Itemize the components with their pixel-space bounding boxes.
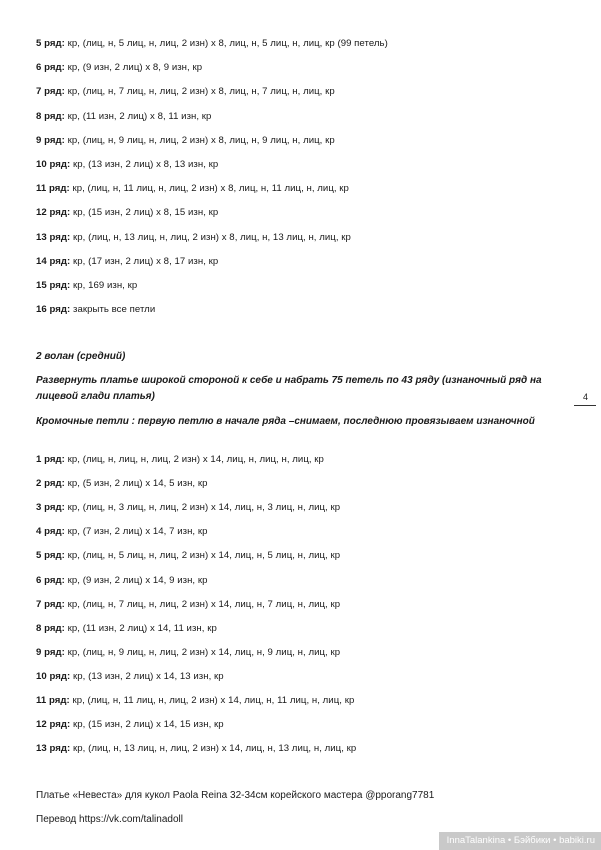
pattern-row (36, 135, 335, 147)
footer-translation[interactable]: Перевод https://vk.com/talinadoll (36, 814, 183, 825)
row-instructions: кр, (13 изн, 2 лиц) х 14, 13 изн, кр (70, 670, 224, 682)
pattern-row (36, 695, 354, 707)
pattern-row (36, 623, 217, 635)
row-label: 11 ряд: (36, 183, 70, 195)
row-label: 11 ряд: (36, 695, 70, 706)
pattern-row (36, 550, 340, 562)
row-label: 5 ряд: (36, 550, 65, 562)
row-label: 10 ряд: (36, 670, 71, 682)
row-label: 15 ряд: (36, 280, 71, 291)
pattern-row (36, 159, 218, 171)
row-label: 8 ряд: (36, 622, 65, 634)
pattern-row (36, 647, 340, 659)
pattern-row (36, 280, 137, 292)
watermark: InnaTalankina • Бэйбики • babiki.ru (439, 832, 601, 850)
footer-credit: Платье «Невеста» для кукол Paola Reina 32-34см корейского мастера @pporang7781 (36, 790, 435, 801)
section2-instruction: Развернуть платье широкой стороной к себе и набрать 75 петель по 43 ряду (изнаночный ряд на лицевой глади платья) (36, 375, 542, 402)
row-label: 10 ряд: (36, 159, 71, 170)
row-instructions: кр, (17 изн, 2 лиц) х 8, 17 изн, кр (70, 255, 219, 267)
pattern-row (36, 183, 349, 195)
pattern-row (36, 526, 207, 538)
row-label: 13 ряд: (36, 743, 71, 755)
row-label: 9 ряд: (36, 134, 65, 146)
row-label: 12 ряд: (36, 719, 71, 731)
row-instructions: кр, (9 изн, 2 лиц) х 14, 9 изн, кр (64, 574, 208, 586)
row-label: 9 ряд: (36, 646, 65, 658)
pattern-row (36, 38, 388, 50)
row-instructions: кр, 169 изн, кр (70, 280, 138, 291)
page-number: 4 (583, 392, 589, 402)
row-instructions: кр, (лиц, н, 7 лиц, н, лиц, 2 изн) х 8, лиц, н, 7 лиц, н, лиц, кр (64, 86, 335, 98)
pattern-row (36, 86, 335, 98)
row-instructions: кр, (9 изн, 2 лиц) х 8, 9 изн, кр (64, 62, 203, 74)
row-label: 6 ряд: (36, 574, 65, 586)
row-instructions: кр, (15 изн, 2 лиц) х 14, 15 изн, кр (70, 719, 224, 731)
pattern-row (36, 478, 207, 490)
pattern-row (36, 599, 340, 611)
row-instructions: кр, (15 изн, 2 лиц) х 8, 15 изн, кр (70, 207, 219, 219)
pattern-row (36, 232, 351, 244)
pattern-row (36, 256, 218, 268)
row-label: 12 ряд: (36, 207, 71, 219)
pattern-row (36, 743, 356, 755)
row-instructions: кр, (лиц, н, 13 лиц, н, лиц, 2 изн) х 14, лиц, н, 13 лиц, н, лиц, кр (70, 743, 357, 755)
row-instructions: кр, (13 изн, 2 лиц) х 8, 13 изн, кр (70, 159, 219, 170)
row-instructions: кр, (лиц, н, 9 лиц, н, лиц, 2 изн) х 14, лиц, н, 9 лиц, н, лиц, кр (64, 646, 341, 658)
pattern-row (36, 719, 224, 731)
pattern-row (36, 62, 202, 74)
row-instructions: кр, (лиц, н, 9 лиц, н, лиц, 2 изн) х 8, лиц, н, 9 лиц, н, лиц, кр (64, 134, 335, 146)
section2-heading: 2 волан (средний) (36, 351, 126, 362)
pattern-row (36, 304, 155, 316)
row-instructions: кр, (лиц, н, 11 лиц, н, лиц, 2 изн) х 14, лиц, н, 11 лиц, н, лиц, кр (69, 695, 355, 706)
row-label: 13 ряд: (36, 231, 71, 243)
row-instructions: кр, (лиц, н, 5 лиц, н, лиц, 2 изн) х 8, лиц, н, 5 лиц, н, лиц, кр (99 петель) (64, 38, 388, 49)
row-label: 6 ряд: (36, 62, 65, 74)
pattern-row (36, 111, 211, 123)
row-label: 16 ряд: (36, 304, 71, 316)
pattern-row (36, 575, 207, 587)
row-label: 4 ряд: (36, 526, 65, 538)
row-instructions: кр, (5 изн, 2 лиц) х 14, 5 изн, кр (64, 478, 208, 490)
pattern-row (36, 207, 218, 219)
row-instructions: кр, (лиц, н, 5 лиц, н, лиц, 2 изн) х 14, лиц, н, 5 лиц, н, лиц, кр (64, 550, 341, 562)
row-label: 7 ряд: (36, 598, 65, 610)
section2-edge-note: Кромочные петли : первую петлю в начале ряда –снимаем, последнюю провязываем изнаночной (36, 416, 535, 427)
row-label: 3 ряд: (36, 502, 65, 514)
row-instructions: кр, (лиц, н, 13 лиц, н, лиц, 2 изн) х 8, лиц, н, 13 лиц, н, лиц, кр (70, 231, 351, 243)
row-label: 8 ряд: (36, 110, 65, 122)
pattern-row (36, 454, 324, 466)
row-instructions: кр, (7 изн, 2 лиц) х 14, 7 изн, кр (64, 526, 208, 538)
row-label: 5 ряд: (36, 38, 65, 49)
row-instructions: кр, (11 изн, 2 лиц) х 8, 11 изн, кр (64, 110, 212, 122)
row-label: 7 ряд: (36, 86, 65, 98)
row-instructions: кр, (лиц, н, 7 лиц, н, лиц, 2 изн) х 14, лиц, н, 7 лиц, н, лиц, кр (64, 598, 341, 610)
row-instructions: кр, (лиц, н, лиц, н, лиц, 2 изн) х 14, лиц, н, лиц, н, лиц, кр (64, 454, 324, 465)
row-instructions: кр, (лиц, н, 11 лиц, н, лиц, 2 изн) х 8, лиц, н, 11 лиц, н, лиц, кр (69, 183, 349, 195)
row-label: 14 ряд: (36, 255, 71, 267)
row-label: 1 ряд: (36, 454, 65, 465)
row-instructions: кр, (11 изн, 2 лиц) х 14, 11 изн, кр (64, 622, 217, 634)
row-instructions: кр, (лиц, н, 3 лиц, н, лиц, 2 изн) х 14, лиц, н, 3 лиц, н, лиц, кр (64, 502, 341, 514)
row-instructions: закрыть все петли (70, 304, 156, 316)
row-label: 2 ряд: (36, 478, 65, 490)
pattern-row (36, 671, 224, 683)
page-number-rule (574, 405, 596, 406)
pattern-row (36, 502, 340, 514)
